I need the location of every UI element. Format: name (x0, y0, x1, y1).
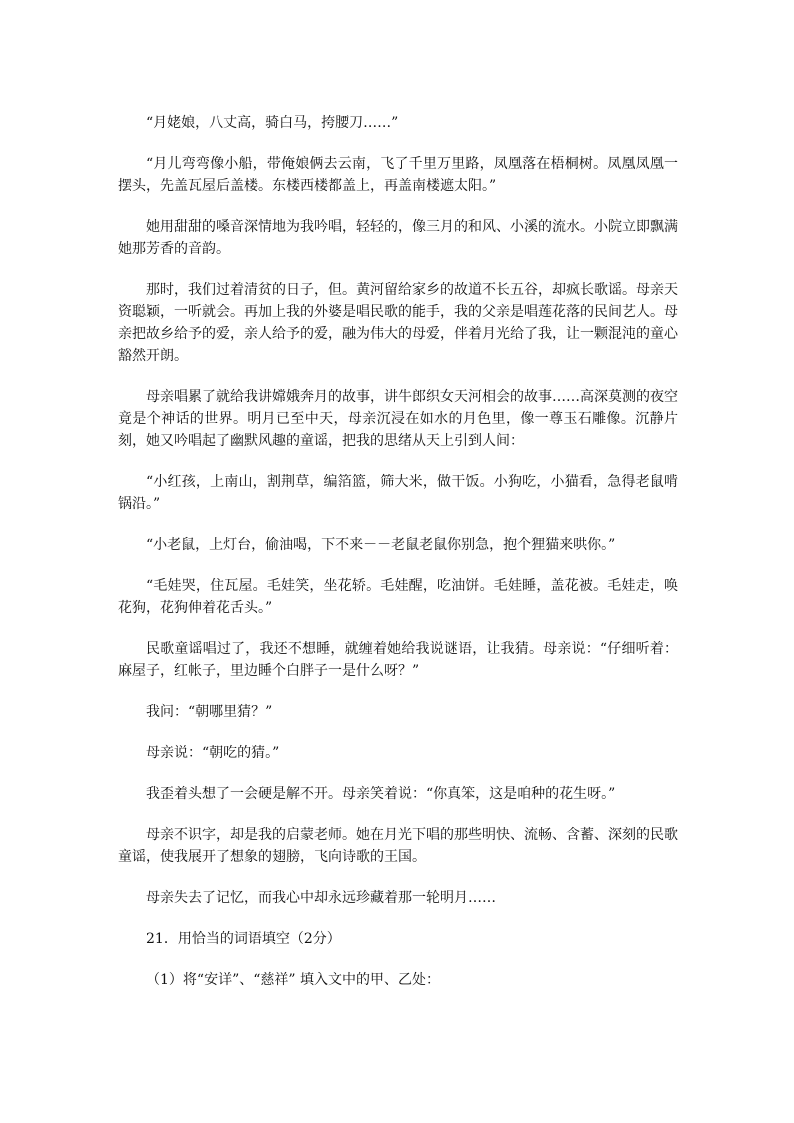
paragraph-singing-voice: 她用甜甜的嗓音深情地为我吟唱，轻轻的，像三月的和风、小溪的流水。小院立即飘满她那芳香的音韵。 (118, 219, 678, 257)
paragraph-poor-days: 那时，我们过着清贫的日子，但。黄河留给家乡的故道不长五谷，却疯长歌谣。母亲天资聪颖，一听就会。再加上我的外婆是唱民歌的能手，我的父亲是唱莲花落的民间艺人。母亲把故乡给予的爱，亲人给予的爱，融为伟大的母爱，伴着月光给了我，让一颗混沌的童心豁然开朗。 (118, 282, 678, 364)
paragraph-peanut: 我歪着头想了一会硬是解不开。母亲笑着说：“你真笨，这是咱种的花生呀。” (146, 786, 616, 802)
question-sub-item: （1）将“安详”、“慈祥” 填入文中的甲、乙处： (146, 972, 440, 988)
paragraph-question-ask: 我问：“朝哪里猜？” (146, 704, 273, 720)
paragraph-rhyme-little-red: “小红孩，上南山，割荆草，编箔篮，筛大米，做干饭。小狗吃，小猫看，急得老鼠啃锅沿。” (118, 474, 678, 512)
paragraph-stories: 母亲唱累了就给我讲嫦娥奔月的故事，讲牛郎织女天河相会的故事……高深莫测的夜空竟是个神话的世界。明月已至中天，母亲沉浸在如水的月色里，像一尊玉石雕像。沉静片刻，她又吟唱起了幽默风趣的童谣，把我的思绪从天上引到人间： (118, 389, 678, 449)
paragraph-nursery-rhyme-2: “月儿弯弯像小船，带俺娘俩去云南，飞了千里万里路，凤凰落在梧桐树。凤凰凤凰一摆头，先盖瓦屋后盖楼。东楼西楼都盖上，再盖南楼遮太阳。” (118, 156, 678, 194)
paragraph-riddle: 民歌童谣唱过了，我还不想睡，就缠着她给我说谜语，让我猜。母亲说：“仔细听着：麻屋子，红帐子，里边睡个白胖子一是什么呀？” (118, 641, 678, 679)
paragraph-nursery-rhyme-1: “月姥娘，八丈高，骑白马，挎腰刀……” (146, 115, 399, 131)
question-title: 21．用恰当的词语填空（2分） (146, 931, 341, 947)
paragraph-rhyme-little-mouse: “小老鼠，上灯台，偷油喝，下不来－－老鼠老鼠你别急，抱个狸猫来哄你。” (146, 537, 616, 553)
paragraph-teacher: 母亲不识字，却是我的启蒙老师。她在月光下唱的那些明快、流畅、含蓄、深刻的民歌童谣，使我展开了想象的翅膀，飞向诗歌的王国。 (118, 827, 678, 865)
paragraph-memory: 母亲失去了记忆，而我心中却永远珍藏着那一轮明月…… (146, 890, 496, 906)
article-body (118, 112, 678, 991)
paragraph-rhyme-maowa: “毛娃哭，住瓦屋。毛娃笑，坐花轿。毛娃醒，吃油饼。毛娃睡，盖花被。毛娃走，唤花狗，花狗伸着花舌头。” (118, 578, 678, 616)
paragraph-mother-answer: 母亲说：“朝吃的猜。” (146, 745, 280, 761)
